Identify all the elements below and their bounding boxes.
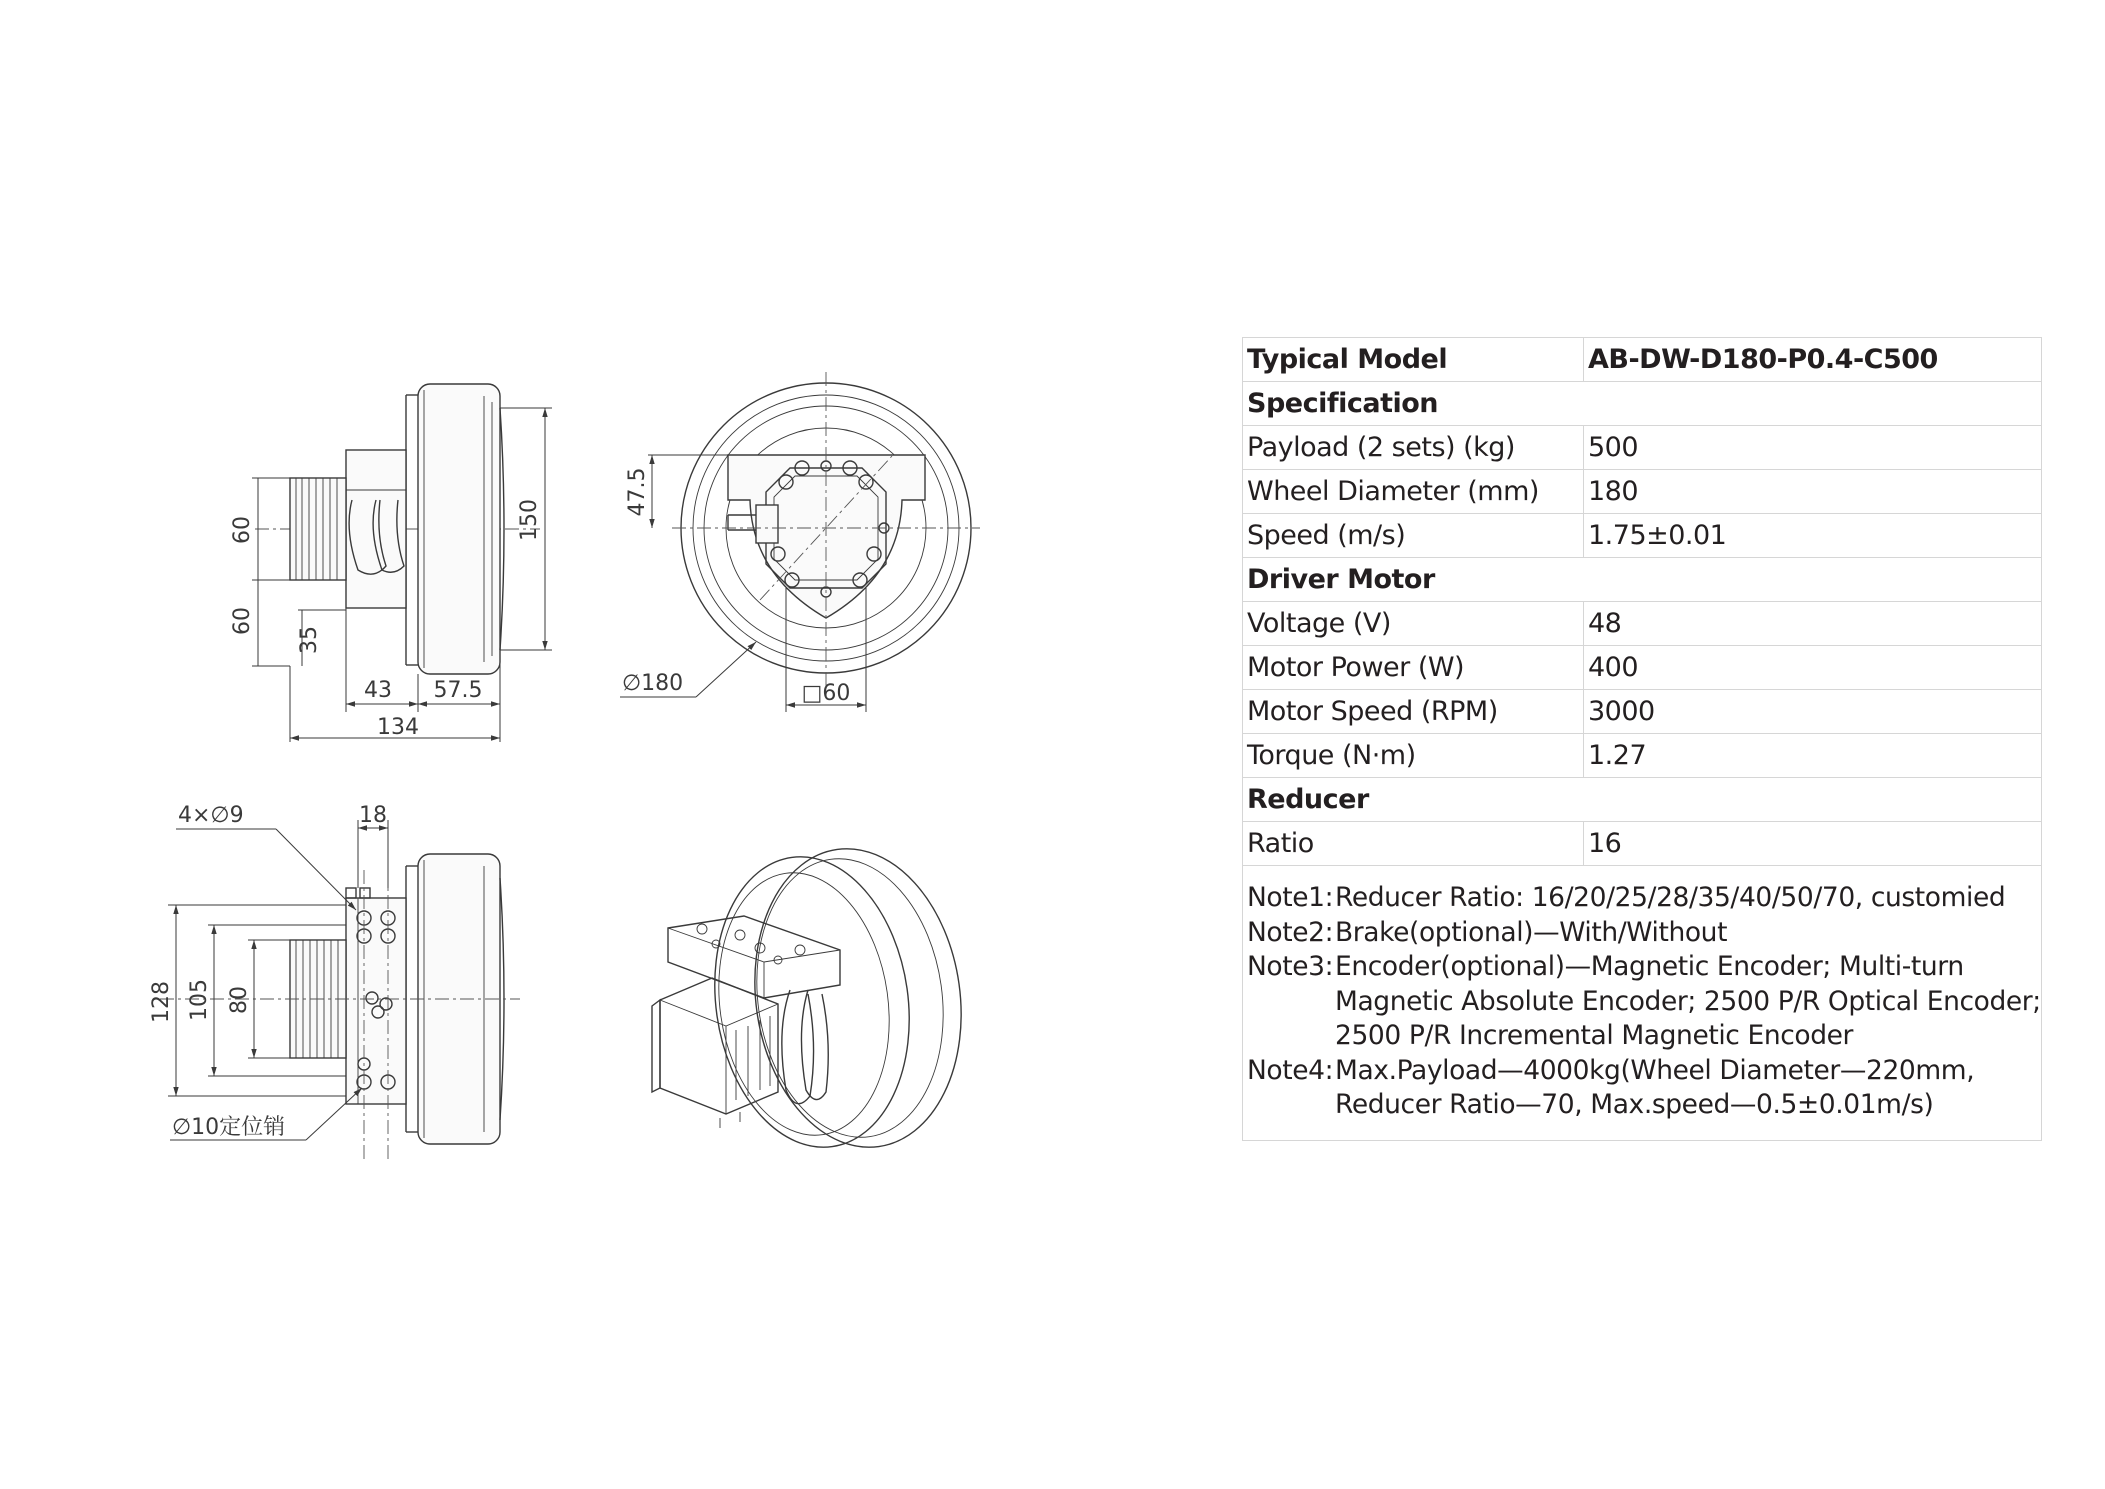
table-row [1243, 558, 2042, 602]
table-row [1243, 690, 2042, 734]
speed-value: 1.75±0.01 [1584, 514, 2042, 558]
typical-model-label: Typical Model [1243, 338, 1584, 382]
wheel-diameter-label: Wheel Diameter (mm) [1243, 470, 1584, 514]
specification-header: Specification [1243, 382, 2042, 426]
table-row [1243, 778, 2042, 822]
dim-134: 134 [377, 715, 419, 740]
dim-43: 43 [364, 678, 392, 703]
mounting-view-drawing [149, 803, 520, 1160]
note-2 [1247, 916, 2041, 951]
note-2-label: Note2: [1247, 916, 1334, 948]
reducer-header: Reducer [1243, 778, 2042, 822]
table-row [1243, 382, 2042, 426]
spec-table [1242, 337, 2042, 1141]
dim-18: 18 [359, 803, 387, 828]
dim-35: 35 [297, 626, 322, 654]
ratio-label: Ratio [1243, 822, 1584, 866]
dim-4x-diameter-9: 4×∅9 [178, 803, 244, 828]
note-1-label: Note1: [1247, 882, 1334, 913]
dim-47-5: 47.5 [625, 467, 650, 517]
note-4 [1247, 1054, 2041, 1123]
dim-128: 128 [149, 981, 174, 1023]
table-row [1243, 822, 2042, 866]
note-4-line-2: Reducer Ratio—70, Max.speed—0.5±0.01m/s) [1335, 1089, 1934, 1120]
wheel-diameter-value: 180 [1584, 470, 2042, 514]
motor-power-value: 400 [1584, 646, 2042, 690]
note-4-line-1: Max.Payload—4000kg(Wheel Diameter—220mm, [1335, 1054, 1975, 1086]
dim-diameter-180: ∅180 [622, 671, 684, 696]
voltage-value: 48 [1584, 602, 2042, 646]
table-row [1243, 514, 2042, 558]
note-1-text: Reducer Ratio: 16/20/25/28/35/40/50/70, customied [1335, 882, 2006, 913]
table-row [1243, 470, 2042, 514]
front-view-drawing [620, 372, 980, 712]
note-4-label: Note4: [1247, 1054, 1334, 1086]
note-1 [1247, 881, 2041, 916]
table-row [1243, 646, 2042, 690]
notes-cell [1243, 866, 2042, 1141]
voltage-label: Voltage (V) [1243, 602, 1584, 646]
torque-label: Torque (N·m) [1243, 734, 1584, 778]
note-3-label: Note3: [1247, 951, 1334, 982]
note-2-text: Brake(optional)—With/Without [1335, 916, 1728, 948]
isometric-view-drawing [652, 835, 980, 1160]
payload-label: Payload (2 sets) (kg) [1243, 426, 1584, 470]
note-3-line-2: Magnetic Absolute Encoder; 2500 P/R Optical Encoder; [1335, 985, 2041, 1017]
dim-57-5: 57.5 [433, 678, 483, 703]
dim-150: 150 [517, 499, 542, 541]
side-view-drawing [230, 384, 552, 742]
note-3-line-1: Encoder(optional)—Magnetic Encoder; Multi-turn [1335, 951, 1964, 982]
dim-80: 80 [227, 986, 252, 1014]
speed-label: Speed (m/s) [1243, 514, 1584, 558]
dim-60-lower: 60 [230, 607, 255, 635]
motor-power-label: Motor Power (W) [1243, 646, 1584, 690]
dim-locating-pin: ∅10定位销 [172, 1115, 286, 1140]
motor-speed-label: Motor Speed (RPM) [1243, 690, 1584, 734]
motor-speed-value: 3000 [1584, 690, 2042, 734]
note-3-line-3: 2500 P/R Incremental Magnetic Encoder [1335, 1020, 1854, 1051]
notes-row [1243, 866, 2042, 1141]
note-3 [1247, 950, 2041, 1054]
table-row [1243, 602, 2042, 646]
table-row [1243, 426, 2042, 470]
table-row [1243, 338, 2042, 382]
payload-value: 500 [1584, 426, 2042, 470]
dim-105: 105 [187, 979, 212, 1021]
ratio-value: 16 [1584, 822, 2042, 866]
table-row [1243, 734, 2042, 778]
torque-value: 1.27 [1584, 734, 2042, 778]
dim-square-60: □60 [801, 681, 851, 706]
typical-model-value: AB-DW-D180-P0.4-C500 [1584, 338, 2042, 382]
driver-motor-header: Driver Motor [1243, 558, 2042, 602]
dim-60-upper: 60 [230, 516, 255, 544]
